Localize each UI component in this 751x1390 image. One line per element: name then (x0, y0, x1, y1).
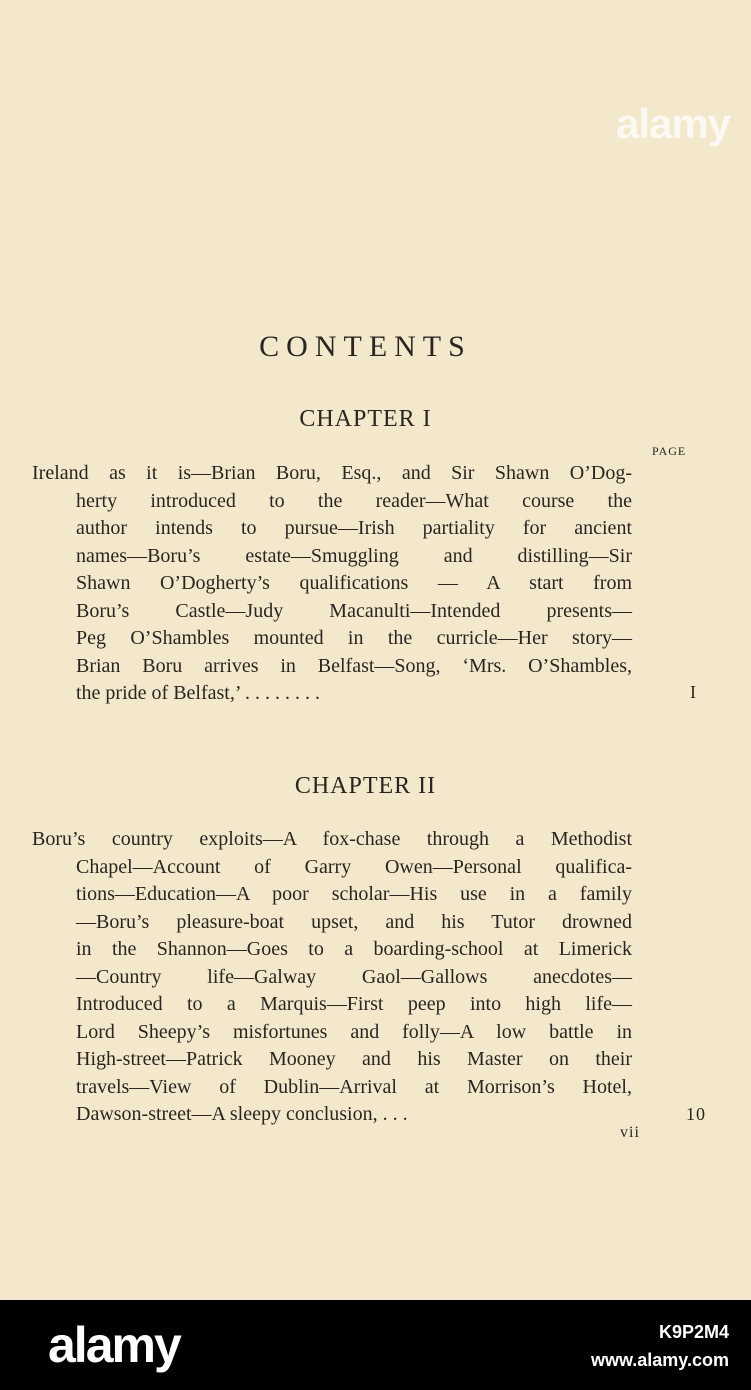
summary-line: Peg O’Shambles mounted in the curricle—Her story— (76, 627, 632, 649)
folio-page-number: vii (620, 1124, 640, 1141)
summary-line: Lord Sheepy’s misfortunes and folly—A low battle in (76, 1020, 632, 1043)
summary-line: —Boru’s pleasure-boat upset, and his Tutor drowned (76, 910, 632, 933)
summary-line: Introduced to a Marquis—First peep into high life— (76, 993, 632, 1015)
page-title: CONTENTS (259, 330, 472, 363)
chapter-2-heading: CHAPTER II (294, 773, 437, 799)
summary-line: tions—Education—A poor scholar—His use in a family (76, 883, 632, 905)
summary-line: Dawson-street—A sleepy conclusion, . . . (76, 1103, 408, 1125)
chapter-2-page-number: 10 (686, 1104, 706, 1124)
watermark-logo: alamy (616, 100, 731, 147)
summary-line: —Country life—Galway Gaol—Gallows anecdotes— (76, 965, 632, 988)
chapter-1-heading: CHAPTER I (299, 406, 432, 432)
summary-line: travels—View of Dublin—Arrival at Morrison’s Hotel, (76, 1075, 632, 1098)
summary-line: Shawn O’Dogherty’s qualifications — A start from (76, 572, 632, 594)
footer-bar (0, 1300, 751, 1390)
site-url: www.alamy.com (590, 1350, 729, 1370)
summary-line: author intends to pursue—Irish partiality for ancient (76, 517, 632, 539)
summary-line: Chapel—Account of Garry Owen—Personal qualifica- (76, 855, 632, 878)
image-id: K9P2M4 (658, 1322, 729, 1342)
chapter-2-summary (32, 826, 632, 1129)
chapter-1-page-number: I (690, 682, 697, 702)
summary-line: names—Boru’s estate—Smuggling and distilling—Sir (76, 544, 632, 567)
summary-line: Ireland as it is—Brian Boru, Esq., and Sir Shawn O’Dog- (32, 462, 632, 484)
summary-line: the pride of Belfast,’ . . . . . . . . (76, 682, 321, 704)
chapter-1-summary (32, 460, 632, 708)
summary-line: Brian Boru arrives in Belfast—Song, ‘Mrs. O’Shambles, (76, 654, 632, 677)
alamy-logo: alamy (48, 1317, 180, 1373)
summary-line: High-street—Patrick Mooney and his Master on their (76, 1048, 632, 1070)
summary-line: in the Shannon—Goes to a boarding-school at Limerick (76, 938, 632, 960)
summary-line: Boru’s Castle—Judy Macanulti—Intended presents— (76, 599, 632, 622)
summary-line: Boru’s country exploits—A fox-chase through a Methodist (32, 828, 632, 850)
page-column-label: PAGE (652, 444, 687, 458)
summary-line: herty introduced to the reader—What course the (76, 489, 632, 512)
